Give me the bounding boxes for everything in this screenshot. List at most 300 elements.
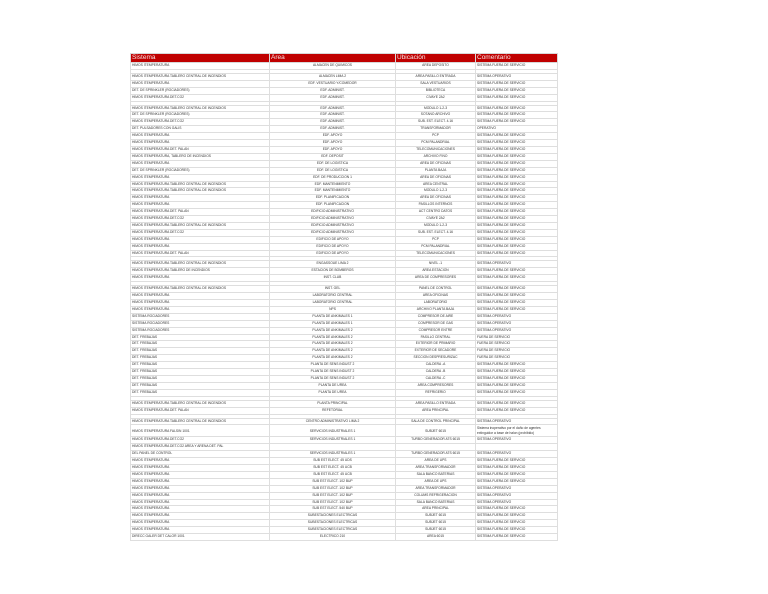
table-cell[interactable]: HIMOS ITEMPERATURA xyxy=(131,471,270,478)
table-cell[interactable]: EDF. ADMINIST. xyxy=(270,94,396,101)
table-cell[interactable]: ELECTRICO 210 xyxy=(270,534,396,541)
table-row xyxy=(131,369,558,376)
table-cell[interactable]: SISTEMA FUERA DE SERVICIO xyxy=(476,181,558,188)
table-cell[interactable]: EXTERIOR DE PRIMARIO xyxy=(396,341,476,348)
table-row xyxy=(131,94,558,101)
table-cell[interactable]: FUERA DE SERVICIO xyxy=(476,355,558,362)
table-cell[interactable]: TRANSFORMADOR xyxy=(396,126,476,133)
table-cell[interactable]: SISTEMA OPERATIVO xyxy=(476,73,558,80)
table-cell[interactable]: PCM PALANDRIAL xyxy=(396,140,476,147)
table-cell[interactable]: AREA PASILLO ENTRADA xyxy=(396,73,476,80)
table-cell[interactable]: FUERA DE SERVICIO xyxy=(476,334,558,341)
table-cell[interactable]: SISTEMA FUERA DE SERVICIO xyxy=(476,216,558,223)
table-cell[interactable]: SISTEMA FUERA DE SERVICIO xyxy=(476,209,558,216)
table-cell[interactable]: TELECOMUNICACIONES xyxy=(396,250,476,257)
table-cell[interactable]: SISTEMA OPERATIVO xyxy=(476,451,558,458)
table-cell[interactable]: HIMOS ITEMPERATURA DET.CO2 AREA Y ARENA DET. PAL xyxy=(131,444,270,451)
table-cell[interactable]: DET. FREBAJAS xyxy=(131,341,270,348)
table-cell[interactable]: REFETORIAL xyxy=(270,407,396,414)
table-cell[interactable]: SALA BANCO BATERIAS xyxy=(396,499,476,506)
table-cell[interactable]: PLANTA DE SENS INDUST 2 xyxy=(270,369,396,376)
table-cell[interactable]: HIMOS ITEMPERATURA xyxy=(131,275,270,282)
table-cell[interactable]: SUB EST ELECT. 45 UCB xyxy=(270,465,396,472)
table-row xyxy=(131,355,558,362)
table-cell[interactable]: SISTEMA FUERA DE SERVICIO xyxy=(476,534,558,541)
table-cell[interactable]: SISTEMA FUERA DE SERVICIO xyxy=(476,407,558,414)
table-cell[interactable]: EDIFICIO DE APOYO xyxy=(270,243,396,250)
table-cell[interactable]: PLANTA DE ANKIMALES 1 xyxy=(270,313,396,320)
table-row xyxy=(131,133,558,140)
table-cell[interactable]: HIMOS ITEMPERATURA TABLERO CENTRAL DE INCENDIOS xyxy=(131,73,270,80)
table-cell[interactable]: DET. FREBAJAS xyxy=(131,382,270,389)
table-cell[interactable]: HIMOS ITEMPERATURA xyxy=(131,80,270,87)
table-cell[interactable]: AREA TRANSFORMADOR xyxy=(396,465,476,472)
table-cell[interactable]: PLANTA DE UREA xyxy=(270,382,396,389)
table-cell[interactable]: HIMOS ITEMPERATURA xyxy=(131,63,270,70)
table-cell[interactable]: HIMOS ITEMPERATURA xyxy=(131,195,270,202)
table-row xyxy=(131,153,558,160)
table-cell[interactable] xyxy=(396,444,476,451)
table-cell[interactable]: DET. FREBAJAS xyxy=(131,389,270,396)
table-cell[interactable]: SISTEMA FUERA DE SERVICIO xyxy=(476,300,558,307)
table-cell[interactable]: SISTEMA FUERA DE SERVICIO xyxy=(476,382,558,389)
table-cell[interactable]: SISTEMA OPERATIVO xyxy=(476,261,558,268)
table-row xyxy=(131,87,558,94)
table-cell[interactable]: COLUMS REFRIGERACION xyxy=(396,492,476,499)
table-cell[interactable]: SISTEMA FUERA DE SERVICIO xyxy=(476,202,558,209)
table-cell[interactable] xyxy=(270,444,396,451)
table-cell[interactable]: HIMOS ITEMPERATURA DET.CO2 xyxy=(131,229,270,236)
table-cell[interactable]: SUB EST ELECT. 102 BUP xyxy=(270,485,396,492)
table-cell[interactable]: SISTEMA FUERA DE SERVICIO xyxy=(476,243,558,250)
table-cell[interactable]: HIMOS ITEMPERATURA DET.CO2 xyxy=(131,216,270,223)
table-row xyxy=(131,181,558,188)
table-row xyxy=(131,174,558,181)
table-cell[interactable]: HIMOS ITEMPERATURA TABLERO CENTRAL DE INCENDIOS xyxy=(131,188,270,195)
column-header-area[interactable]: Área xyxy=(270,54,396,63)
table-cell[interactable]: SISTEMA FUERA DE SERVICIO xyxy=(476,188,558,195)
table-cell[interactable]: HIMOS ITEMPERATURA xyxy=(131,140,270,147)
table-cell[interactable]: HIMOS ITEMPERATURA xyxy=(131,499,270,506)
table-cell[interactable]: SISTEMA FUERA DE SERVICIO xyxy=(476,105,558,112)
table-cell[interactable]: EDF. ADMINIST. xyxy=(270,119,396,126)
table-cell[interactable]: HIMOS ITEMPERATURA TABLERO CENTRAL DE INCENDIOS xyxy=(131,286,270,293)
table-cell[interactable]: SISTEMA FUERA DE SERVICIO xyxy=(476,471,558,478)
table-cell[interactable] xyxy=(476,444,558,451)
table-cell[interactable]: EDF. ADMINIST. xyxy=(270,105,396,112)
table-cell[interactable]: HIMOS ITEMPERATURA DET. PALAN xyxy=(131,146,270,153)
table-cell[interactable]: EDIFICIO ADMINISTRATIVO xyxy=(270,229,396,236)
table-cell[interactable]: AREA PRINCIPAL xyxy=(396,506,476,513)
table-cell[interactable]: SISTEMA FUERA DE SERVICIO xyxy=(476,268,558,275)
table-cell[interactable]: SISTEMA FUERA DE SERVICIO xyxy=(476,222,558,229)
table-cell[interactable]: SISTEMA FUERA DE SERVICIO xyxy=(476,389,558,396)
table-cell[interactable]: EDF. APOYO xyxy=(270,133,396,140)
table-cell[interactable]: PLANTA DE ANKIMALES 2 xyxy=(270,334,396,341)
table-cell[interactable]: AREA PASILLO ENTRADA xyxy=(396,400,476,407)
table-cell[interactable]: SISTEMA FUERA DE SERVICIO xyxy=(476,112,558,119)
table-cell[interactable]: SOTANO ARCHIVO xyxy=(396,112,476,119)
table-cell[interactable]: PLANTA DE SENS INDUST 2 xyxy=(270,362,396,369)
table-cell[interactable]: EDF. DE LOGISTICA xyxy=(270,167,396,174)
table-cell[interactable]: SERVICIOS INDUSTRIALES 1 xyxy=(270,437,396,444)
table-cell[interactable]: DET. FREBAJAS xyxy=(131,362,270,369)
table-cell[interactable]: AREA 6015 xyxy=(396,534,476,541)
table-cell[interactable]: HIMOS ITEMPERATURA DET.CO2 xyxy=(131,119,270,126)
table-cell[interactable]: AREA ESTACION xyxy=(396,268,476,275)
table-row xyxy=(131,300,558,307)
table-cell[interactable]: AREA COMPRESORES xyxy=(396,382,476,389)
table-cell[interactable]: EDIFICIO ADMINISTRATIVO xyxy=(270,209,396,216)
table-cell[interactable]: PASILLOS INTERNOS xyxy=(396,202,476,209)
table-cell[interactable]: SUB EST ELECT. 102 BUP xyxy=(270,478,396,485)
table-row xyxy=(131,126,558,133)
table-row xyxy=(131,320,558,327)
table-cell[interactable]: EDF. APOYO xyxy=(270,146,396,153)
table-row xyxy=(131,140,558,147)
table-cell[interactable]: PLANTA PRINCIPAL xyxy=(270,400,396,407)
table-cell[interactable]: HIMOS ITEMPERATURA xyxy=(131,306,270,313)
table-cell[interactable]: CIVAYE 2A2 xyxy=(396,94,476,101)
table-cell[interactable]: SISTEMA FUERA DE SERVICIO xyxy=(476,286,558,293)
table-cell[interactable]: COMPRESOR DE GAS xyxy=(396,320,476,327)
table-cell[interactable]: HIMOS ITEMPERATURA xyxy=(131,174,270,181)
table-cell[interactable]: HIMOS ITEMPERATURA xyxy=(131,513,270,520)
table-row xyxy=(131,458,558,465)
table-row xyxy=(131,407,558,414)
table-cell[interactable]: CENTRO ADMINISTRATIVO LIMA 2 xyxy=(270,418,396,425)
table-cell[interactable]: EDF. MANTENIMIENTO xyxy=(270,181,396,188)
table-cell[interactable]: AREA CENTRAL xyxy=(396,181,476,188)
table-cell[interactable]: HIMOS ITEMPERATURA TABLERO CENTRAL DE INCENDIOS xyxy=(131,400,270,407)
table-cell[interactable]: PLANTA DE ANKIMALES 2 xyxy=(270,341,396,348)
table-cell[interactable]: PLANTA DE ANKIMALES 2 xyxy=(270,355,396,362)
table-cell[interactable]: SISTEMA FUERA DE SERVICIO xyxy=(476,369,558,376)
table-cell[interactable]: SUB EST ELECT. 540 BUP xyxy=(270,506,396,513)
table-row xyxy=(131,119,558,126)
table-cell[interactable]: SISTEMA OPERATIVO xyxy=(476,499,558,506)
table-cell[interactable]: CALDERA -C xyxy=(396,375,476,382)
table-cell[interactable]: SISTEMA FUERA DE SERVICIO xyxy=(476,506,558,513)
table-cell[interactable]: SISTEMA FUERA DE SERVICIO xyxy=(476,146,558,153)
table-cell[interactable]: EDF. DE LOGISTICA xyxy=(270,160,396,167)
table-cell[interactable]: OPERATIVO xyxy=(476,126,558,133)
table-row xyxy=(131,268,558,275)
table-row xyxy=(131,236,558,243)
table-cell[interactable]: SISTEMA FUERA DE SERVICIO xyxy=(476,133,558,140)
table-row xyxy=(131,341,558,348)
table-cell[interactable]: HIMOS ITEMPERATURA TABLERO CENTRAL DE INCENDIOS xyxy=(131,261,270,268)
table-cell[interactable]: PCM PALANDRIAL xyxy=(396,243,476,250)
table-cell[interactable]: EDF. ADMINIST. xyxy=(270,87,396,94)
table-cell[interactable]: SUBESTACIONES ELECTRICAS xyxy=(270,520,396,527)
table-row xyxy=(131,293,558,300)
table-cell[interactable]: ALMACEN LIMA 2 xyxy=(270,73,396,80)
table-cell[interactable]: SECCION DESPRESURIZAC xyxy=(396,355,476,362)
table-cell[interactable]: SISTEMA FUERA DE SERVICIO xyxy=(476,527,558,534)
table-cell[interactable]: HIMOS ITEMPERATURA xyxy=(131,465,270,472)
table-cell[interactable]: HIMOS ITEMPERATURA xyxy=(131,300,270,307)
table-cell[interactable]: EDF. APOYO xyxy=(270,140,396,147)
table-row xyxy=(131,275,558,282)
table-cell[interactable]: ARCHIVO FINO xyxy=(396,153,476,160)
table-cell[interactable]: SALA DE CONTROL PRINCIPAL xyxy=(396,418,476,425)
table-cell[interactable]: MODULO 1-2-3 xyxy=(396,222,476,229)
table-cell[interactable]: CIVAYE 2A2 xyxy=(396,216,476,223)
table-cell[interactable]: AREA DE COMPRESORES xyxy=(396,275,476,282)
table-cell[interactable]: HIMOS ITEMPERATURA DET.CO2 xyxy=(131,94,270,101)
table-cell[interactable]: EDIFICIO DE APOYO xyxy=(270,250,396,257)
table-cell[interactable]: SALA VESTUARIOS xyxy=(396,80,476,87)
table-cell[interactable]: SISTEMA FUERA DE SERVICIO xyxy=(476,140,558,147)
table-cell[interactable]: COMPRESOR ENTRE xyxy=(396,327,476,334)
table-cell[interactable]: AREA PRINCIPAL xyxy=(396,407,476,414)
table-cell[interactable]: HIMOS ITEMPERATURA TABLERO CENTRAL DE INCENDIOS xyxy=(131,181,270,188)
table-cell[interactable]: HIMOS ITEMPERATURA FALSIN 1001 xyxy=(131,425,270,437)
table-cell[interactable]: SISTEMA FUERA DE SERVICIO xyxy=(476,153,558,160)
table-row xyxy=(131,73,558,80)
table-cell[interactable]: HIMOS ITEMPERATURA DET.CO2 xyxy=(131,437,270,444)
table-cell[interactable]: SISTEMA FUERA DE SERVICIO xyxy=(476,174,558,181)
table-cell[interactable]: PCP xyxy=(396,133,476,140)
table-cell[interactable]: CALDERA -A xyxy=(396,362,476,369)
table-cell[interactable]: DET. DE SPRINKLER (ROCIADORES) xyxy=(131,167,270,174)
table-cell[interactable]: SISTEMA FUERA DE SERVICIO xyxy=(476,275,558,282)
table-cell[interactable]: HIMOS ITEMPERATURA DET. PALAN xyxy=(131,209,270,216)
table-row xyxy=(131,520,558,527)
table-cell[interactable]: PASILLO CENTRAL xyxy=(396,334,476,341)
table-cell[interactable]: EDF. ADMINIST. xyxy=(270,112,396,119)
table-cell[interactable]: DET. FREBAJAS xyxy=(131,334,270,341)
table-cell[interactable]: SUBESTACIONES ELECTRICAS xyxy=(270,527,396,534)
table-cell[interactable]: LABORATORIO CENTRAL xyxy=(270,300,396,307)
table-cell[interactable]: SUBJET 6015 xyxy=(396,520,476,527)
table-cell[interactable]: EDIFICIO ADMINISTRATIVO xyxy=(270,222,396,229)
table-cell[interactable]: SISTEMA FUERA DE SERVICIO xyxy=(476,236,558,243)
table-cell[interactable]: DET. PULSADORES CON GALIS xyxy=(131,126,270,133)
table-cell[interactable]: HIMOS ITEMPERATURA xyxy=(131,236,270,243)
column-header-ubicacion[interactable]: Ubicación xyxy=(396,54,476,63)
table-cell[interactable]: DET. FREBAJAS xyxy=(131,375,270,382)
table-cell[interactable]: SISTEMA FUERA DE SERVICIO xyxy=(476,80,558,87)
table-cell[interactable]: SISTEMA FUERA DE SERVICIO xyxy=(476,195,558,202)
table-cell[interactable]: HIMOS ITEMPERATURA xyxy=(131,527,270,534)
table-cell[interactable]: LABORATORIO CENTRAL xyxy=(270,293,396,300)
table-cell[interactable]: EDF. PLANIFICACION xyxy=(270,202,396,209)
table-cell[interactable]: MODULO 1-2-3 xyxy=(396,105,476,112)
table-cell[interactable]: EDF. DEPOSIT xyxy=(270,153,396,160)
table-cell[interactable]: ARCHIVO PLANTA BAJA xyxy=(396,306,476,313)
table-cell[interactable]: SISTEMA FUERA DE SERVICIO xyxy=(476,362,558,369)
table-cell[interactable]: HIMOS ITEMPERATURA xyxy=(131,478,270,485)
table-cell[interactable]: SISTEMA FUERA DE SERVICIO xyxy=(476,63,558,70)
table-cell[interactable]: EXTERIOR DE SECADORE xyxy=(396,348,476,355)
table-cell[interactable]: HIMOS ITEMPERATURA xyxy=(131,492,270,499)
table-row xyxy=(131,146,558,153)
table-cell[interactable]: SISTEMA FUERA DE SERVICIO xyxy=(476,375,558,382)
table-row xyxy=(131,485,558,492)
table-cell[interactable]: SISTEMA FUERA DE SERVICIO xyxy=(476,119,558,126)
table-cell[interactable]: SERVICIOS INDUSTRIALES 1 xyxy=(270,425,396,437)
table-cell[interactable]: DET. FREBAJAS xyxy=(131,369,270,376)
table-cell[interactable]: AREA TRANSFORMADOR xyxy=(396,485,476,492)
table-cell[interactable]: SALA BANCO BATERIAS xyxy=(396,471,476,478)
table-row xyxy=(131,451,558,458)
table-cell[interactable]: DET. DE SPRINKLER (ROCIADORES) xyxy=(131,87,270,94)
table-cell[interactable]: SISTEMA ROCIADORES xyxy=(131,320,270,327)
table-cell[interactable]: EDF. PLANIFICACION xyxy=(270,195,396,202)
table-cell[interactable]: EDF. DE PRODUCCION 1 xyxy=(270,174,396,181)
table-cell[interactable]: INST. GEL xyxy=(270,286,396,293)
table-cell[interactable]: SISTEMA FUERA DE SERVICIO xyxy=(476,465,558,472)
table-cell[interactable]: BIBLIOTECA xyxy=(396,87,476,94)
table-cell[interactable]: SUBJET 6015 xyxy=(396,527,476,534)
table-cell[interactable]: HIMOS ITEMPERATURA xyxy=(131,485,270,492)
table-cell[interactable]: SISTEMA ROCIADORES xyxy=(131,327,270,334)
table-cell[interactable]: SISTEMA OPERATIVO xyxy=(476,313,558,320)
table-cell[interactable]: HIMOS ITEMPERATURA DET. PALAN xyxy=(131,250,270,257)
table-cell[interactable]: SISTEMA FUERA DE SERVICIO xyxy=(476,458,558,465)
table-row xyxy=(131,80,558,87)
table-cell[interactable]: SUBESTACIONES ELECTRICAS xyxy=(270,513,396,520)
table-cell[interactable]: SISTEMA FUERA DE SERVICIO xyxy=(476,87,558,94)
table-cell[interactable]: PANEL DE CONTROL xyxy=(396,286,476,293)
table-cell[interactable]: AREA DE UPS xyxy=(396,478,476,485)
table-row xyxy=(131,513,558,520)
table-cell[interactable]: ALMACEN DE QUIMICOS xyxy=(270,63,396,70)
table-cell[interactable]: HIMOS ITEMPERATURA DET. PALAN xyxy=(131,407,270,414)
table-cell[interactable]: SISTEMA FUERA DE SERVICIO xyxy=(476,400,558,407)
table-cell[interactable]: SISTEMA FUERA DE SERVICIO xyxy=(476,160,558,167)
table-cell[interactable]: SISTEMA FUERA DE SERVICIO xyxy=(476,250,558,257)
table-cell[interactable]: AREA OFICINAS xyxy=(396,293,476,300)
table-cell[interactable]: ESTACION DE BOMBEROS xyxy=(270,268,396,275)
table-cell[interactable]: INST. CLUB xyxy=(270,275,396,282)
table-cell[interactable]: SISTEMA OPERATIVO xyxy=(476,485,558,492)
table-cell[interactable]: SISTEMA OPERATIVO xyxy=(476,418,558,425)
table-row xyxy=(131,250,558,257)
table-cell[interactable]: PLANTA DE SENS INDUST 2 xyxy=(270,375,396,382)
table-cell[interactable]: SISTEMA FUERA DE SERVICIO xyxy=(476,520,558,527)
table-cell[interactable]: SUBJET 6015 xyxy=(396,513,476,520)
table-cell[interactable]: AREA DE OFICINAS xyxy=(396,160,476,167)
table-cell[interactable]: PLANTA BAJA xyxy=(396,167,476,174)
table-cell[interactable]: SUB EST ELECT. 102 BUP xyxy=(270,492,396,499)
table-cell[interactable]: EDF. ADMINIST. xyxy=(270,126,396,133)
table-cell[interactable]: TELECOMUNICACIONES xyxy=(396,146,476,153)
table-cell[interactable]: SISTEMA OPERATIVO xyxy=(476,327,558,334)
table-cell[interactable]: MODULO 1-2-3 xyxy=(396,188,476,195)
table-cell[interactable]: TURBO GENERADOR ATS 6015 xyxy=(396,437,476,444)
table-cell[interactable]: SISTEMA FUERA DE SERVICIO xyxy=(476,94,558,101)
table-cell[interactable]: SISTEMA OPERATIVO xyxy=(476,437,558,444)
table-cell[interactable]: Sistema inoperativo por el daño de agentes extinguidor a base de halon (prohibido) xyxy=(476,425,558,437)
table-cell[interactable]: SERVICIOS INDUSTRIALES 1 xyxy=(270,451,396,458)
table-row xyxy=(131,437,558,444)
table-cell[interactable]: SISTEMA FUERA DE SERVICIO xyxy=(476,513,558,520)
table-cell[interactable]: DEL PANEL DE CONTROL xyxy=(131,451,270,458)
column-header-comentario[interactable]: Comentario xyxy=(476,54,558,63)
table-cell[interactable]: HIMOS ITEMPERATURA xyxy=(131,160,270,167)
table-cell[interactable]: SUB EST ELECT. 45 UDS xyxy=(270,458,396,465)
table-cell[interactable]: EDIFICIO DE APOYO xyxy=(270,236,396,243)
table-cell[interactable]: HIMOS ITEMPERATURA TABLERO CENTRAL DE INCENDIOS xyxy=(131,105,270,112)
table-cell[interactable]: EDIFICIO ADMINISTRATIVO xyxy=(270,216,396,223)
table-row xyxy=(131,425,558,437)
table-cell[interactable]: HIMOS ITEMPERATURA xyxy=(131,202,270,209)
table-cell[interactable]: HIMOS ITEMPERATURA xyxy=(131,506,270,513)
table-cell[interactable]: HIMOS ITEMPERATURA xyxy=(131,133,270,140)
table-cell[interactable]: HIMOS ITEMPERATURA TABLERO CENTRAL DE INCENDIOS xyxy=(131,222,270,229)
table-cell[interactable]: AREA DE OFICINAS xyxy=(396,195,476,202)
table-cell[interactable]: PLANTA DE UREA xyxy=(270,389,396,396)
table-cell[interactable]: DET. FREBAJAS xyxy=(131,355,270,362)
table-row xyxy=(131,527,558,534)
table-cell[interactable]: PLANTA DE ANKIMALES 1 xyxy=(270,320,396,327)
table-cell[interactable]: HIMOS ITEMPERATURA xyxy=(131,243,270,250)
table-cell[interactable]: FUERA DE SERVICIO xyxy=(476,348,558,355)
table-cell[interactable]: SUB EST ELECT. 45 UCB xyxy=(270,471,396,478)
table-row xyxy=(131,202,558,209)
table-cell[interactable]: FUERA DE SERVICIO xyxy=(476,341,558,348)
table-cell[interactable]: DIRECC GALER DET CALOR 1001 xyxy=(131,534,270,541)
table-cell[interactable]: AREA DE OFICINAS xyxy=(396,174,476,181)
table-cell[interactable]: HIMOS ITEMPERATURA xyxy=(131,520,270,527)
table-cell[interactable]: DET. DE SPRINKLER (ROCIADORES) xyxy=(131,112,270,119)
table-cell[interactable]: SUB. EST. ELECT. 4.16 xyxy=(396,119,476,126)
table-cell[interactable]: SUB EST ELECT. 102 BUP xyxy=(270,499,396,506)
table-cell[interactable]: HIMOS ITEMPERATURA TABLERO CENTRAL DE INCENDIOS xyxy=(131,418,270,425)
column-header-sistema[interactable]: Sistema xyxy=(131,54,270,63)
table-cell[interactable]: SISTEMA FUERA DE SERVICIO xyxy=(476,167,558,174)
table-cell[interactable]: SISTEMA FUERA DE SERVICIO xyxy=(476,478,558,485)
table-cell[interactable]: ENGASSOUE LIMA 2 xyxy=(270,261,396,268)
table-cell[interactable]: ACT CENTRO DATOS xyxy=(396,209,476,216)
table-cell[interactable]: SISTEMA FUERA DE SERVICIO xyxy=(476,229,558,236)
table-cell[interactable]: SISTEMA OPERATIVO xyxy=(476,320,558,327)
table-cell[interactable]: HIMOS ITEMPERATURA, TABLERO DE INCENDIOS xyxy=(131,153,270,160)
table-row xyxy=(131,418,558,425)
table-cell[interactable]: COMPRESOR DE AIRE xyxy=(396,313,476,320)
table-cell[interactable]: EDF. MANTENIMIENTO xyxy=(270,188,396,195)
table-cell[interactable]: NIVEL -1 xyxy=(396,261,476,268)
table-cell[interactable]: REFRIGERIO xyxy=(396,389,476,396)
table-cell[interactable]: SUB. EST. ELECT. 4.16 xyxy=(396,229,476,236)
table-cell[interactable]: PLANTA DE ANKIMALES 2 xyxy=(270,348,396,355)
table-cell[interactable]: SUBJET 6015 xyxy=(396,425,476,437)
table-cell[interactable]: HIMOS ITEMPERATURA xyxy=(131,293,270,300)
table-cell[interactable]: EDF. VESTUARIO Y/COMEDOR xyxy=(270,80,396,87)
table-cell[interactable]: HIMOS ITEMPERATURA TABLERO DE INCENDIOS xyxy=(131,268,270,275)
table-row xyxy=(131,209,558,216)
equipment-status-table xyxy=(130,53,558,541)
table-row xyxy=(131,229,558,236)
table-cell[interactable]: SISTEMA FUERA DE SERVICIO xyxy=(476,306,558,313)
table-cell[interactable]: SISTEMA FUERA DE SERVICIO xyxy=(476,293,558,300)
table-cell[interactable]: AREA DEPOSITO xyxy=(396,63,476,70)
table-cell[interactable]: SISTEMA ROCIADORES xyxy=(131,313,270,320)
table-cell[interactable]: AREA DE UPS xyxy=(396,458,476,465)
table-cell[interactable]: NPS xyxy=(270,306,396,313)
table-cell[interactable]: CALDERA -B xyxy=(396,369,476,376)
table-cell[interactable]: TURBO GENERADOR ATS 6015 xyxy=(396,451,476,458)
table-cell[interactable]: PCP xyxy=(396,236,476,243)
table-cell[interactable]: PLANTA DE ANKIMALES 2 xyxy=(270,327,396,334)
table-cell[interactable]: DET. FREBAJAS xyxy=(131,348,270,355)
table-cell[interactable]: HIMOS ITEMPERATURA xyxy=(131,458,270,465)
table-cell[interactable]: LABORATORIO xyxy=(396,300,476,307)
table-cell[interactable]: SISTEMA OPERATIVO xyxy=(476,492,558,499)
